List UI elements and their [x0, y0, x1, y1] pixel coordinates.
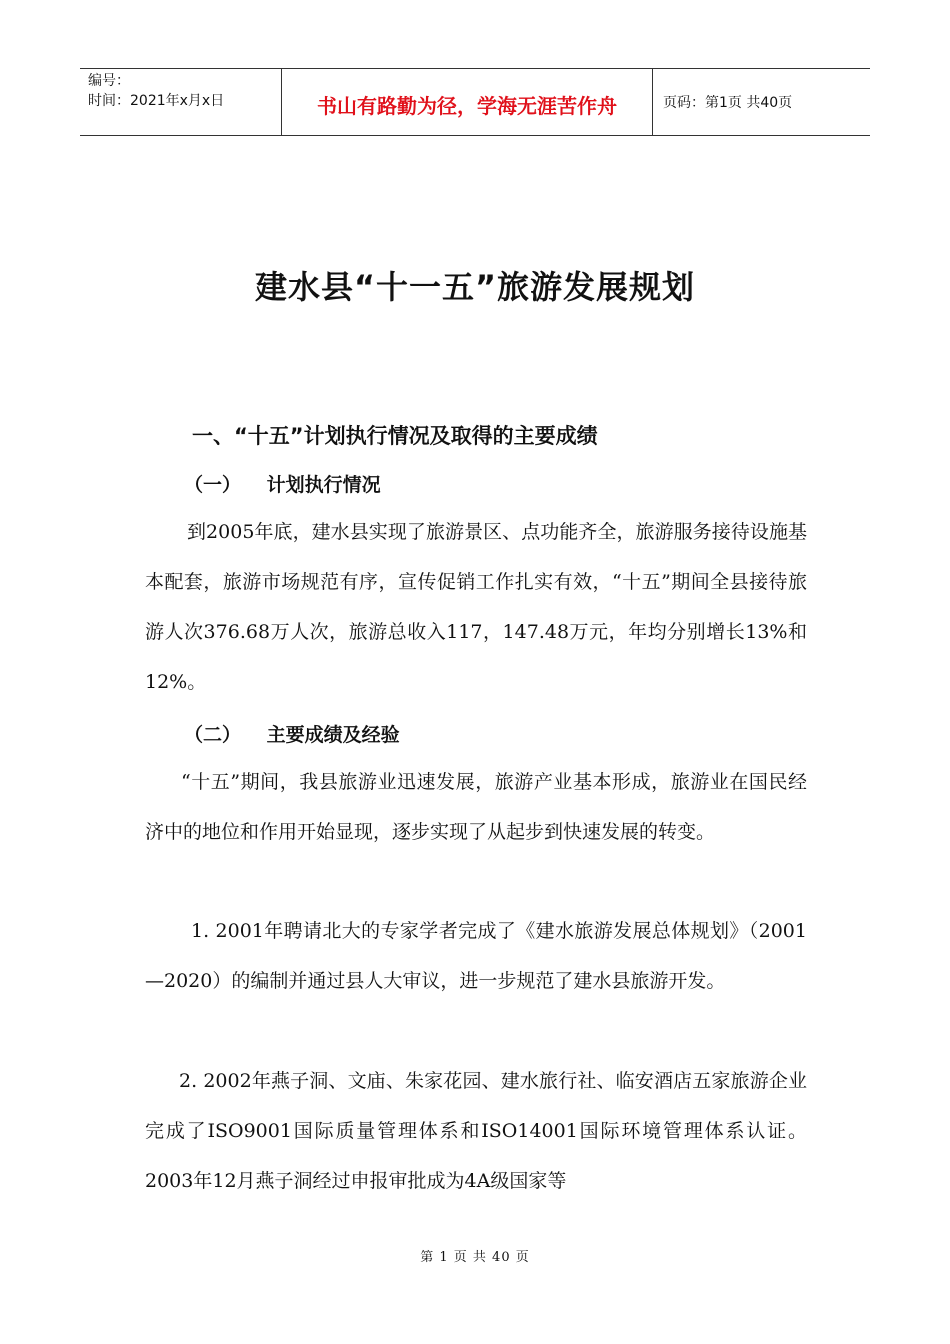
list-item-2: 2. 2002年燕子洞、文庙、朱家花园、建水旅行社、临安酒店五家旅游企业完成了ISO9001国际质量管理体系和ISO14001国际环境管理体系认证。2003年12月燕子洞经过申报审批成为4A级国家等 [145, 1070, 807, 1192]
document-number-label: 编号： [88, 73, 130, 89]
document-date-label: 时间：2021年x月x日 [88, 93, 225, 109]
subsection-heading-2 [184, 720, 400, 747]
subsection-title: 计划执行情况 [266, 474, 381, 496]
header-page-info: 页码：第1页 共40页 [663, 95, 793, 111]
document-title: 建水县“十一五”旅游发展规划 [254, 268, 696, 306]
page-header [80, 68, 870, 136]
section-heading-1: 一、“十五”计划执行情况及取得的主要成绩 [192, 424, 598, 448]
subsection-title: 主要成绩及经验 [266, 724, 400, 746]
header-motto: 书山有路勤为径，学海无涯苦作舟 [281, 69, 653, 135]
subsection-number: （二） [184, 724, 242, 746]
page-footer: 第 1 页 共 40 页 [420, 1250, 530, 1265]
paragraph: “十五”期间，我县旅游业迅速发展，旅游产业基本形成，旅游业在国民经济中的地位和作用开始显现，逐步实现了从起步到快速发展的转变。 [145, 771, 807, 843]
subsection-number: （一） [184, 474, 242, 496]
header-meta [80, 69, 281, 135]
subsection-heading-1 [184, 470, 381, 497]
list-item-1: 1. 2001年聘请北大的专家学者完成了《建水旅游发展总体规划》（2001—2020）的编制并通过县人大审议，进一步规范了建水县旅游开发。 [145, 920, 807, 992]
paragraph: 到2005年底，建水县实现了旅游景区、点功能齐全，旅游服务接待设施基本配套，旅游市场规范有序，宣传促销工作扎实有效，“十五”期间全县接待旅游人次376.68万人次，旅游总收入117，147.48万元，年均分别增长13%和12%。 [145, 521, 807, 693]
